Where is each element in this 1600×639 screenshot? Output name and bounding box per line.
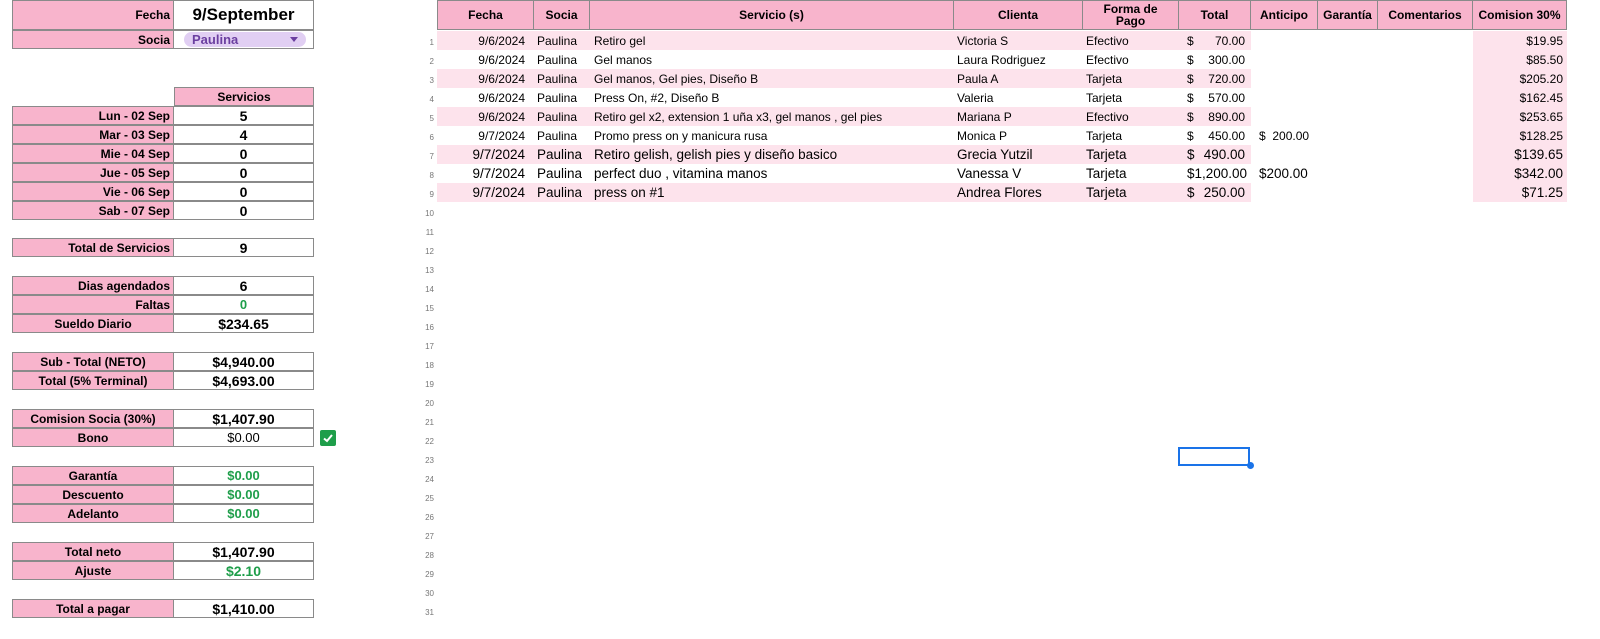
cell-comision[interactable]: $85.50 [1473,50,1567,69]
cell-servicio[interactable]: Promo press on y manicura rusa [594,128,768,143]
cell-total[interactable] [1179,69,1251,88]
cell-comentarios[interactable] [1378,126,1473,145]
currency-symbol: $ [1187,109,1194,124]
garantia-value[interactable]: $0.00 [174,466,314,485]
currency-symbol: $ [1187,33,1194,48]
row-number[interactable]: 29 [425,570,434,579]
cell-fecha[interactable]: 9/7/2024 [472,147,525,162]
day-label: Vie - 06 Sep [12,182,174,201]
col-header-forma-pago-line2: Pago [1115,14,1146,28]
total-neto-label: Total neto [12,542,174,561]
day-services-value[interactable]: 4 [174,125,314,144]
cell-servicio[interactable]: press on #1 [594,185,665,200]
cell-garantia[interactable] [1318,145,1378,164]
col-header-forma-pago-line1: Forma de [1103,2,1158,16]
cell-garantia[interactable] [1318,69,1378,88]
descuento-value[interactable]: $0.00 [174,485,314,504]
total-amount: 890.00 [1208,109,1245,124]
total-amount: 300.00 [1208,52,1245,67]
cell-socia[interactable]: Paulina [537,71,578,86]
row-number[interactable]: 4 [429,95,434,104]
total-pagar-label: Total a pagar [12,599,174,618]
cell-pago[interactable]: Efectivo [1086,33,1129,48]
cell-servicio[interactable]: Retiro gel [594,33,646,48]
cell-socia[interactable]: Paulina [537,147,583,162]
row-number[interactable]: 11 [425,228,434,237]
cell-clienta[interactable]: Valeria [957,90,994,105]
cell-garantia[interactable] [1318,50,1378,69]
ajuste-label: Ajuste [12,561,174,580]
day-label: Mar - 03 Sep [12,125,174,144]
day-label: Lun - 02 Sep [12,106,174,125]
total-amount: 70.00 [1214,33,1245,48]
fecha-value[interactable]: 9/September [174,0,314,30]
cell-pago[interactable]: Tarjeta [1086,128,1123,143]
cell-comision[interactable]: $162.45 [1473,88,1567,107]
col-header-comentarios[interactable]: Comentarios [1378,0,1473,30]
cell-comentarios[interactable] [1378,50,1473,69]
cell-comision[interactable]: $19.95 [1473,31,1567,50]
cell-total[interactable] [1179,126,1251,145]
cell-comision[interactable]: $205.20 [1473,69,1567,88]
cell-clienta[interactable]: Vanessa V [957,166,1022,181]
row-number[interactable]: 8 [429,171,434,180]
table-row[interactable] [437,31,1567,50]
currency-symbol: $ [1187,90,1194,105]
row-number[interactable]: 23 [425,456,434,465]
total-amount: 720.00 [1208,71,1245,86]
table-row[interactable] [437,145,1567,164]
cell-comentarios[interactable] [1378,107,1473,126]
adelanto-label: Adelanto [12,504,174,523]
cell-servicio[interactable]: Gel manos, Gel pies, Diseño B [594,71,759,86]
cell-total[interactable] [1179,31,1251,50]
cell-garantia[interactable] [1318,88,1378,107]
cell-total[interactable] [1179,50,1251,69]
cell-fecha[interactable]: 9/7/2024 [472,185,525,200]
row-number[interactable]: 31 [425,608,434,617]
cell-clienta[interactable]: Monica P [957,128,1008,143]
cell-pago[interactable]: Efectivo [1086,52,1129,67]
cell-pago[interactable]: Efectivo [1086,109,1129,124]
col-header-total[interactable]: Total [1179,0,1251,30]
col-header-fecha[interactable]: Fecha [437,0,534,30]
cell-anticipo[interactable] [1251,69,1318,88]
total-amount: 250.00 [1203,185,1245,200]
row-number[interactable]: 15 [425,304,434,313]
row-number[interactable]: 13 [425,266,434,275]
subtotal-label: Sub - Total (NETO) [12,352,174,371]
fill-handle[interactable] [1247,462,1254,469]
cell-fecha[interactable]: 9/6/2024 [478,33,525,48]
day-label: Jue - 05 Sep [12,163,174,182]
row-number[interactable]: 28 [425,551,434,560]
total-terminal-value[interactable]: $4,693.00 [174,371,314,390]
total-neto-value[interactable]: $1,407.90 [174,542,314,561]
cell-clienta[interactable]: Grecia Yutzil [957,147,1033,162]
descuento-label: Descuento [12,485,174,504]
cell-pago[interactable]: Tarjeta [1086,166,1127,181]
socia-label: Socia [12,30,174,49]
dias-agendados-value[interactable]: 6 [174,276,314,295]
cell-anticipo[interactable] [1251,183,1318,202]
row-number[interactable]: 24 [425,475,434,484]
cell-comentarios[interactable] [1378,69,1473,88]
sueldo-diario-label: Sueldo Diario [12,314,174,333]
cell-anticipo[interactable]: $ 200.00 [1259,128,1310,143]
bono-label: Bono [12,428,174,447]
cell-fecha[interactable]: 9/6/2024 [478,71,525,86]
day-services-value[interactable]: 0 [174,182,314,201]
row-number[interactable]: 19 [425,380,434,389]
currency-symbol: $ [1187,128,1194,143]
comision-value[interactable]: $1,407.90 [174,409,314,428]
cell-total[interactable] [1179,145,1251,164]
currency-symbol: $ [1187,52,1194,67]
row-number[interactable]: 3 [429,76,434,85]
dias-agendados-label: Dias agendados [12,276,174,295]
cell-anticipo[interactable] [1251,50,1318,69]
cell-comentarios[interactable] [1378,183,1473,202]
adelanto-value[interactable]: $0.00 [174,504,314,523]
cell-socia[interactable]: Paulina [537,166,583,181]
cell-servicio[interactable]: Retiro gelish, gelish pies y diseño basico [594,147,838,162]
cell-anticipo[interactable] [1251,107,1318,126]
currency-symbol: $ [1187,166,1195,181]
cell-socia[interactable]: Paulina [537,90,578,105]
faltas-label: Faltas [12,295,174,314]
table-row[interactable] [437,50,1567,69]
col-header-socia[interactable]: Socia [534,0,590,30]
row-number[interactable]: 20 [425,399,434,408]
cell-garantia[interactable] [1318,31,1378,50]
cell-anticipo[interactable]: $200.00 [1259,166,1308,181]
col-header-comision[interactable]: Comision 30% [1473,0,1567,30]
garantia-label: Garantía [12,466,174,485]
ajuste-value[interactable]: $2.10 [174,561,314,580]
col-header-forma-pago[interactable] [1083,0,1179,30]
cell-comentarios[interactable] [1378,88,1473,107]
currency-symbol: $ [1187,185,1195,200]
row-number[interactable]: 27 [425,532,434,541]
cell-garantia[interactable] [1318,164,1378,183]
cell-socia[interactable]: Paulina [537,128,578,143]
table-row[interactable] [437,183,1567,202]
cell-servicio[interactable]: perfect duo , vitamina manos [594,166,768,181]
row-number[interactable]: 10 [425,209,434,218]
day-services-value[interactable]: 0 [174,163,314,182]
cell-total[interactable] [1179,88,1251,107]
day-label: Mie - 04 Sep [12,144,174,163]
cell-clienta[interactable]: Victoria S [957,33,1009,48]
total-servicios-label: Total de Servicios [12,238,174,257]
cell-servicio[interactable]: Retiro gel x2, extension 1 uña x3, gel manos , gel pies [594,109,883,124]
total-servicios-value[interactable]: 9 [174,238,314,257]
cell-comision[interactable]: $128.25 [1473,126,1567,145]
row-number[interactable]: 18 [425,361,434,370]
cell-socia[interactable]: Paulina [537,33,578,48]
cell-pago[interactable]: Tarjeta [1086,147,1127,162]
cell-pago[interactable]: Tarjeta [1086,185,1127,200]
cell-anticipo[interactable] [1251,31,1318,50]
cell-total[interactable] [1179,164,1251,183]
total-amount: 1,200.00 [1194,166,1248,181]
cell-pago[interactable]: Tarjeta [1086,71,1123,86]
cell-clienta[interactable]: Laura Rodriguez [957,52,1046,67]
cell-servicio[interactable]: Press On, #2, Diseño B [594,90,720,105]
row-number[interactable]: 25 [425,494,434,503]
table-row[interactable] [437,164,1567,183]
row-number[interactable]: 5 [429,114,434,123]
table-row[interactable] [437,126,1567,145]
row-number[interactable]: 26 [425,513,434,522]
row-number[interactable]: 14 [425,285,434,294]
cell-clienta[interactable]: Mariana P [957,109,1012,124]
row-number[interactable]: 9 [429,190,434,199]
cell-servicio[interactable]: Gel manos [594,52,653,67]
cell-fecha[interactable]: 9/6/2024 [478,109,525,124]
cell-comentarios[interactable] [1378,164,1473,183]
day-label: Sab - 07 Sep [12,201,174,220]
total-terminal-label: Total (5% Terminal) [12,371,174,390]
cell-socia[interactable]: Paulina [537,109,578,124]
row-number[interactable]: 21 [425,418,434,427]
fecha-label: Fecha [12,0,174,30]
cell-fecha[interactable]: 9/7/2024 [472,166,525,181]
cell-comision[interactable]: $342.00 [1473,164,1567,183]
row-number[interactable]: 17 [425,342,434,351]
table-row[interactable] [437,88,1567,107]
checkbox-checked-icon[interactable] [320,430,336,446]
cell-clienta[interactable]: Paula A [957,71,999,86]
cell-comision[interactable]: $139.65 [1473,145,1567,164]
col-header-clienta[interactable]: Clienta [954,0,1083,30]
cell-fecha[interactable]: 9/7/2024 [478,128,525,143]
cell-pago[interactable]: Tarjeta [1086,90,1123,105]
col-header-anticipo[interactable]: Anticipo [1251,0,1318,30]
table-row[interactable] [437,69,1567,88]
socia-dropdown-value: Paulina [192,32,239,47]
total-amount: 450.00 [1208,128,1245,143]
faltas-value[interactable]: 0 [174,295,314,314]
bono-value[interactable]: $0.00 [174,428,314,447]
cell-comentarios[interactable] [1378,145,1473,164]
cell-total[interactable] [1179,107,1251,126]
total-amount: 490.00 [1203,147,1245,162]
table-row[interactable] [437,107,1567,126]
day-services-value[interactable]: 0 [174,144,314,163]
currency-symbol: $ [1187,147,1195,162]
cell-garantia[interactable] [1318,183,1378,202]
col-header-garantia[interactable]: Garantía [1318,0,1378,30]
cell-total[interactable] [1179,183,1251,202]
cell-socia[interactable]: Paulina [537,52,578,67]
row-number[interactable]: 16 [425,323,434,332]
subtotal-value[interactable]: $4,940.00 [174,352,314,371]
cell-comentarios[interactable] [1378,31,1473,50]
socia-dropdown[interactable] [184,32,306,47]
cell-fecha[interactable]: 9/6/2024 [478,52,525,67]
row-number[interactable]: 6 [429,133,434,142]
cell-fecha[interactable]: 9/6/2024 [478,90,525,105]
servicios-header: Servicios [174,87,314,106]
row-number[interactable]: 30 [425,589,434,598]
cell-comision[interactable]: $253.65 [1473,107,1567,126]
row-number[interactable]: 1 [429,38,434,47]
total-amount: 570.00 [1208,90,1245,105]
day-services-value[interactable]: 0 [174,201,314,220]
currency-symbol: $ [1187,71,1194,86]
selected-cell[interactable] [1178,447,1250,466]
row-number[interactable]: 22 [425,437,434,446]
cell-socia[interactable]: Paulina [537,185,583,200]
day-services-value[interactable]: 5 [174,106,314,125]
col-header-servicio[interactable]: Servicio (s) [590,0,954,30]
cell-garantia[interactable] [1318,107,1378,126]
cell-clienta[interactable]: Andrea Flores [957,185,1042,200]
comision-label: Comision Socia (30%) [12,409,174,428]
row-number[interactable]: 12 [425,247,434,256]
cell-comision[interactable]: $71.25 [1473,183,1567,202]
cell-anticipo[interactable] [1251,145,1318,164]
total-pagar-value[interactable]: $1,410.00 [174,599,314,618]
row-number[interactable]: 2 [429,57,434,66]
chevron-down-icon[interactable] [290,37,298,42]
row-number[interactable]: 7 [429,152,434,161]
cell-garantia[interactable] [1318,126,1378,145]
cell-anticipo[interactable] [1251,88,1318,107]
sueldo-diario-value[interactable]: $234.65 [174,314,314,333]
